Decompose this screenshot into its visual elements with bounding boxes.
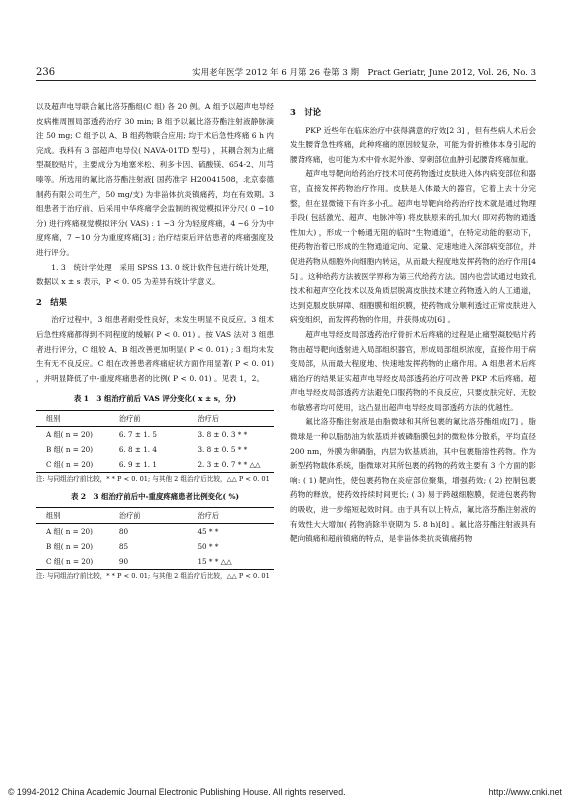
table-cell: 6. 9 ± 1. 1 xyxy=(118,459,157,469)
running-header xyxy=(36,66,536,81)
table-cell: 80 xyxy=(118,527,129,537)
table-1-caption: 表 1 3 组治疗前后 VAS 评分变化( x ± s，分) xyxy=(73,394,237,404)
table-1-note: 注: 与同组治疗前比较，* * P < 0. 01; 与其他 2 组治疗后比较，△△ P < 0. 01 xyxy=(36,474,270,483)
table-2-grid xyxy=(36,507,274,570)
page-footer xyxy=(8,787,562,797)
footer-url: http://www.cnki.net xyxy=(488,787,562,797)
table-cell: B 组( n = 20) xyxy=(46,444,94,454)
table-cell: A 组( n = 20) xyxy=(46,429,93,439)
table-header-row xyxy=(36,410,274,426)
table-cell: 45 * * xyxy=(197,527,219,537)
table-cell: 3. 8 ± 0. 3 * * xyxy=(197,429,248,439)
table-2-caption: 表 2 3 组治疗前后中-重度疼痛患者比例变化( %) xyxy=(70,491,240,501)
header-cell: 治疗前 xyxy=(118,511,141,521)
table-cell: 3. 8 ± 0. 5 * * xyxy=(197,444,248,454)
table-row xyxy=(36,457,274,473)
discussion-paragraph: 超声电导经皮局部透药治疗骨折术后疼痛的过程是止痛型凝胶贴片药物由超导靶向透射进入局部组织器官，形成局部组织浓度，直接作用于病变局部，从而最大程度地、快速地发挥药物的止痛作用。A 组患者术后疼痛治疗的结果证实超声电导经皮局部透药治疗可改善 PKP 术后疼痛。超声电导经皮局部透药方法避免口服药物的不良反应，只要皮肤完好、无胶布敏感者均可使用，这凸显出超声电导经皮局部透药方法的优越性。 xyxy=(290,329,536,412)
page-number: 236 xyxy=(36,67,56,78)
table-1-grid xyxy=(36,410,274,473)
discussion-paragraph: PKP 近些年在临床治疗中获得满意的疗效[2 3] ，但有些病人术后会发生腰背急性疼痛，此种疼痛的原因较复杂，可能为骨折椎体本身引起的腰背疼痛，也可能为术中骨水泥外渗、穿刺部位血肿引起腰背疼痛加重。 xyxy=(290,125,536,164)
table-row xyxy=(36,442,274,457)
section-heading-results: 2 结果 xyxy=(36,296,67,307)
table-cell: B 组( n = 20) xyxy=(46,542,94,552)
journal-citation: 实用老年医学 2012 年 6 月第 26 卷第 3 期 Pract Geriatr, June 2012, Vol. 26, No. 3 xyxy=(192,68,536,78)
right-column xyxy=(290,100,536,547)
table-cell: 6. 8 ± 1. 4 xyxy=(118,444,157,454)
table-cell: C 组( n = 20) xyxy=(46,557,94,567)
table-cell: 85 xyxy=(118,542,129,552)
copyright-notice: © 1994-2012 China Academic Journal Electronic Publishing House. All rights reserved. xyxy=(8,787,346,797)
discussion-paragraph: 超声电导靶向给药治疗技术可使药物透过皮肤进入体内病变部位和器官，直接发挥药物治疗作用。皮肤是人体最大的器官，它着上去十分完整，但在显微镜下有许多小孔。超声电导靶向给药治疗技术就是通过物理手段( 包括激光、超声、电脉冲等) 将皮肤原来的孔加大( 即对药物的通透性加大) ，形成一个畅通无阻的临时“生物通道”，在特定动能的驱动下，使药物治着已形成的生物通道定向、定量、定速地进入深部病变部位，并促进药物从细胞外向细胞内转运，从而最大程度地发挥药物的治疗作用[4 5] 。这种给药方法被医学界称为第三代给药方法。国内也尝试通过电致孔技术和超声空化技术以及角质层脱离皮肤技术建立药物透入的人工通道，达到克服皮肤屏障、细胞膜和组织膜，使药物成分顺利透过正常皮肤进入病变组织，而发挥药物的作用，并获得成功[6] 。 xyxy=(290,169,536,325)
table-cell: C 组( n = 20) xyxy=(46,459,94,469)
table-2 xyxy=(36,490,274,582)
header-cell: 组别 xyxy=(46,413,61,423)
header-cell: 治疗后 xyxy=(197,511,220,521)
methods-paragraph: 以及超声电导联合氟比洛芬酯组(C 组) 各 20 例。A 组予以超声电导经皮病椎周围局部透药治疗 30 min; B 组予以氟比洛芬酯注射液静脉滴注 50 mg; C 组予以 A、B 组药物联合应用; 均于术后急性疼痛 6 h 内完成。我科有 3 部超声电导仪( NAVA-01TD 型号) ，其耦合剂为止痛型凝胶贴片，主要成分为地塞米松、利多卡因、硫酸镁、654-2、川芎嗪等。所选用的氟比洛芬酯注射液[ 国药准字 H20041508，北京泰德制药有限公司生产，50 mg/支) 为非甾体抗炎镇痛药，均在有效期。3 组患者于治疗前、后采用中华疼痛学会监制的视觉模拟评分尺( 0 ~10 分) 进行疼痛视觉模拟评分( VAS) : 1 ~3 分为轻度疼痛，4 ~6 分为中度疼痛，7 ~10 分为重度疼痛[3] ; 治疗结束后评估患者的疼痛强度及进行评分。 xyxy=(36,102,274,257)
table-cell: 90 xyxy=(118,557,129,567)
header-cell: 治疗前 xyxy=(118,413,141,423)
table-cell: 2. 3 ± 0. 7 * * △△ xyxy=(197,459,261,469)
table-row xyxy=(36,426,274,442)
statistics-paragraph: 1. 3 统计学处理 采用 SPSS 13. 0 统计软件包进行统计处理，数据以 x ± s 表示，P < 0. 05 为差异有统计学意义。 xyxy=(36,262,274,287)
table-row xyxy=(36,539,274,554)
table-cell: A 组( n = 20) xyxy=(46,527,93,537)
table-row xyxy=(36,554,274,570)
header-cell: 组别 xyxy=(46,511,61,521)
table-cell: 50 * * xyxy=(197,542,219,552)
table-row xyxy=(36,524,274,540)
table-header-row xyxy=(36,508,274,524)
table-cell: 15 * * △△ xyxy=(197,557,232,567)
left-column xyxy=(36,100,274,581)
header-cell: 治疗后 xyxy=(197,413,220,423)
discussion-paragraph: 氟比洛芬酯注射液是由脂微球和其所包裹的氟比洛芬酯组成[7] 。脂微球是一种以脂肪油为软基质并被磷脂膜包封的微粒体分散系，平均直径 200 nm，外膜为卵磷脂，内层为软基质油，其中包裹脂溶性药物。作为新型药物载体系统，脂微球对其所包裹的药物的药效主要有 3 个方面的影响: ( 1) 靶向性，使包裹药物在炎症部位聚集，增强药效; ( 2) 控制包裹药物的释放，使药效持续时间更长; ( 3) 易于跨越细胞膜，促进包裹药物的吸收，进一步缩短起效时间。由于具有以上特点，氟比洛芬酯注射液的有效性大大增加( 药物消除半衰期为 5. 8 h)[8] 。氟比洛芬酯注射液具有靶向镇痛和超前镇痛的特点，是非甾体类抗炎镇痛药物 xyxy=(290,417,536,544)
section-heading-discussion: 3 讨论 xyxy=(290,107,321,117)
table-1 xyxy=(36,392,274,484)
table-cell: 6. 7 ± 1. 5 xyxy=(118,429,157,439)
results-paragraph: 治疗过程中，3 组患者耐受性良好，未发生明显不良反应。3 组术后急性疼痛都得到不同程度的缓解( P < 0. 01) 。按 VAS 法对 3 组患者进行评分，C 组较 A、B 组改善更加明显( P < 0. 01) ; 3 组均未发生有无不良反应。C 组在改善患者疼痛症状方面作用显著( P < 0. 01) ，并明显降低了中-重度疼痛患者的比例( P < 0. 01) 。见表 1，2。 xyxy=(36,315,274,383)
table-2-note: 注: 与同组治疗前比较，* * P < 0. 01; 与其他 2 组治疗后比较，△△ P < 0. 01 xyxy=(36,572,270,581)
